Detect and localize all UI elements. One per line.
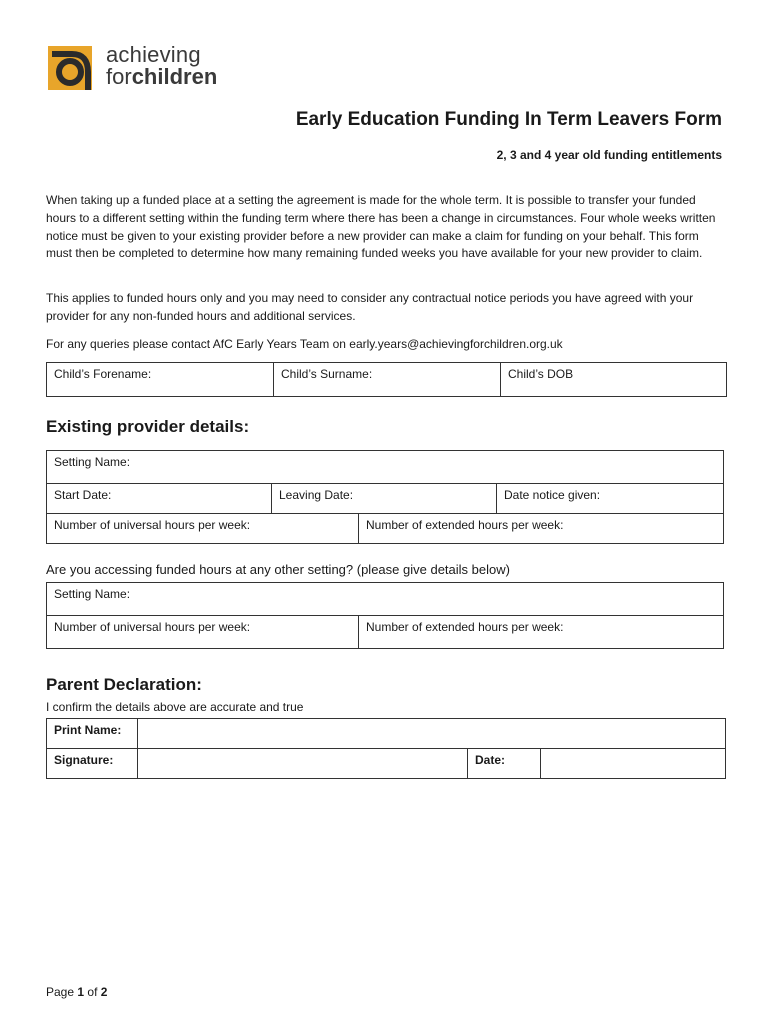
existing-provider-heading: Existing provider details: [46, 417, 250, 436]
other-universal-hours-field[interactable]: Number of universal hours per week: [47, 616, 359, 649]
date-label: Date: [468, 749, 541, 779]
child-dob-field[interactable]: Child’s DOB [501, 363, 727, 397]
parent-declaration-heading: Parent Declaration: [46, 675, 202, 694]
signature-label: Signature: [47, 749, 138, 779]
other-setting-name-field[interactable]: Setting Name: [47, 583, 724, 616]
page-footer: Page 1 of 2 [46, 985, 108, 999]
existing-extended-hours-field[interactable]: Number of extended hours per week: [359, 514, 724, 544]
intro-paragraph-2: This applies to funded hours only and you may need to consider any contractual notice periods you have agreed with your provider for any non-funded hours and additional services. [46, 291, 694, 323]
print-name-field[interactable] [138, 719, 726, 749]
existing-provider-table [46, 450, 724, 544]
logo-line-2: forchildren [106, 64, 218, 89]
form-subtitle: 2, 3 and 4 year old funding entitlements [496, 148, 722, 162]
page-total: 2 [100, 985, 108, 999]
date-field[interactable] [541, 749, 726, 779]
page-number: 1 [77, 985, 85, 999]
print-name-label: Print Name: [47, 719, 138, 749]
notice-date-field[interactable]: Date notice given: [497, 484, 724, 514]
afc-logo-mark-icon [48, 46, 92, 90]
child-forename-field[interactable]: Child’s Forename: [47, 363, 274, 397]
signature-field[interactable] [138, 749, 468, 779]
other-setting-question: Are you accessing funded hours at any other setting? (please give details below) [46, 562, 510, 577]
leaving-date-field[interactable]: Leaving Date: [272, 484, 497, 514]
declaration-table [46, 718, 726, 779]
intro-paragraph-3: For any queries please contact AfC Early Years Team on early.years@achievingforchildren.org.uk [46, 337, 563, 351]
other-extended-hours-field[interactable]: Number of extended hours per week: [359, 616, 724, 649]
afc-logo [48, 44, 248, 92]
form-title: Early Education Funding In Term Leavers Form [295, 109, 722, 130]
existing-universal-hours-field[interactable]: Number of universal hours per week: [47, 514, 359, 544]
existing-setting-name-field[interactable]: Setting Name: [47, 451, 724, 484]
child-surname-field[interactable]: Child’s Surname: [274, 363, 501, 397]
child-details-table [46, 362, 727, 397]
declaration-confirm-text: I confirm the details above are accurate and true [46, 700, 304, 714]
start-date-field[interactable]: Start Date: [47, 484, 272, 514]
intro-paragraph-1: When taking up a funded place at a setting the agreement is made for the whole term. It is possible to transfer your funded hours to a different setting within the funding term where there has been a change in circumstances. Four whole weeks written notice must be given to your existing provider before a new provider can make a claim for funding on your behalf. This form must then be completed to determine how many remaining funded weeks you have available for your new provider to claim. [46, 193, 716, 261]
other-setting-table [46, 582, 724, 649]
afc-logo-wordmark [106, 44, 217, 88]
logo-line-1: achieving [106, 42, 201, 67]
